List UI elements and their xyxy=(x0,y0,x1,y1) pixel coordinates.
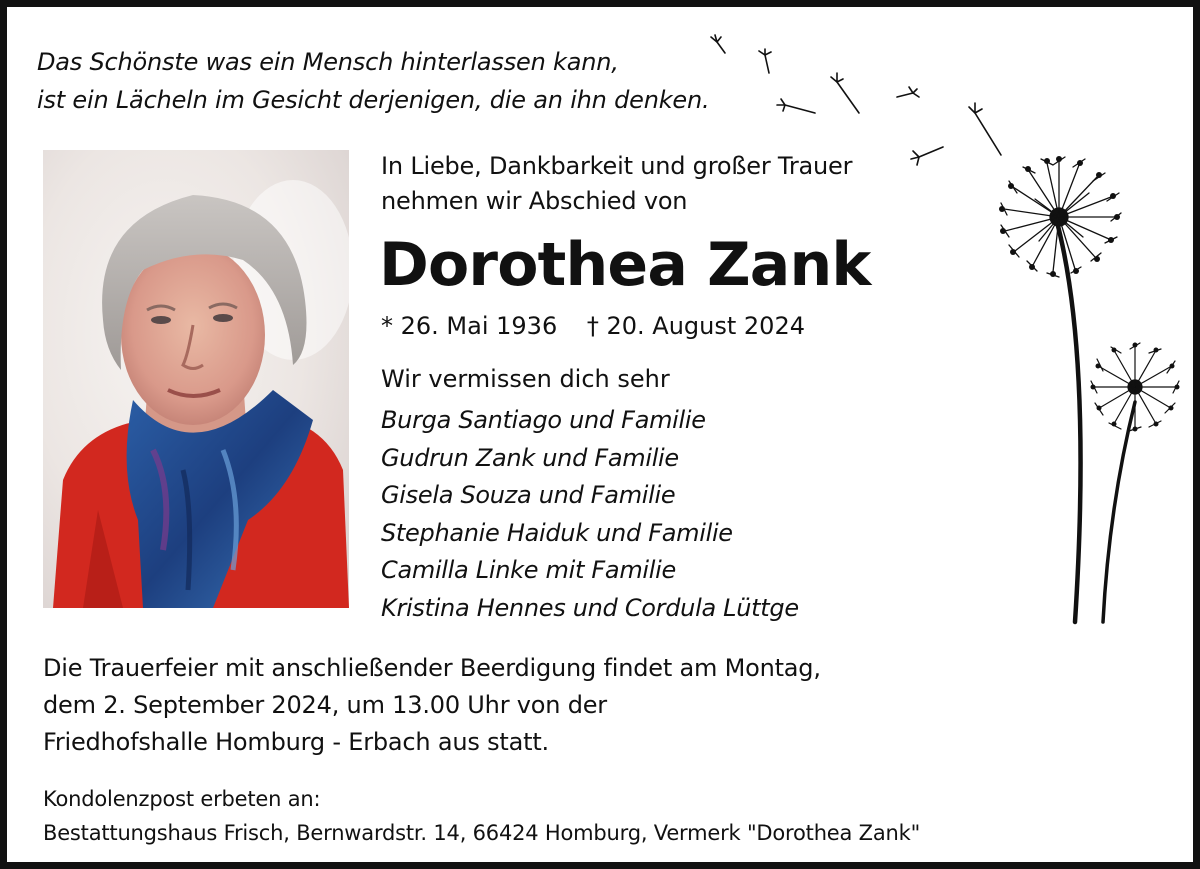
family-item: Burga Santiago und Familie xyxy=(381,406,706,434)
ceremony-line-1: Die Trauerfeier mit anschließender Beerdigung findet am Montag, xyxy=(43,654,821,682)
intro-line-2: nehmen wir Abschied von xyxy=(381,187,688,215)
condolence-address: Bestattungshaus Frisch, Bernwardstr. 14, 66424 Homburg, Vermerk "Dorothea Zank" xyxy=(43,821,921,845)
family-item: Stephanie Haiduk und Familie xyxy=(381,518,733,547)
ceremony-line-2: dem 2. September 2024, um 13.00 Uhr von der xyxy=(43,691,607,719)
memorial-quote xyxy=(37,43,709,119)
miss-text: Wir vermissen dich sehr xyxy=(381,365,670,393)
quote-line-2: ist ein Lächeln im Gesicht derjenigen, die an ihn denken. xyxy=(37,86,710,114)
ceremony-info xyxy=(43,650,821,761)
portrait-photo xyxy=(43,150,349,608)
quote-line-1: Das Schönste was ein Mensch hinterlassen kann, xyxy=(37,48,619,76)
family-item: Kristina Hennes und Cordula Lüttge xyxy=(381,593,799,622)
condolence-info xyxy=(43,782,920,850)
family-item: Camilla Linke mit Familie xyxy=(381,556,676,584)
death-date: † 20. August 2024 xyxy=(586,312,805,340)
intro-line-1: In Liebe, Dankbarkeit und großer Trauer xyxy=(381,152,853,180)
ceremony-line-3: Friedhofshalle Homburg - Erbach aus statt. xyxy=(43,728,549,756)
dandelion-icon xyxy=(697,27,1197,637)
family-item: Gisela Souza und Familie xyxy=(381,481,676,509)
family-item: Gudrun Zank und Familie xyxy=(381,443,679,472)
birth-date: * 26. Mai 1936 xyxy=(381,312,558,340)
condolence-label: Kondolenzpost erbeten an: xyxy=(43,787,321,811)
deceased-name: Dorothea Zank xyxy=(379,230,871,300)
